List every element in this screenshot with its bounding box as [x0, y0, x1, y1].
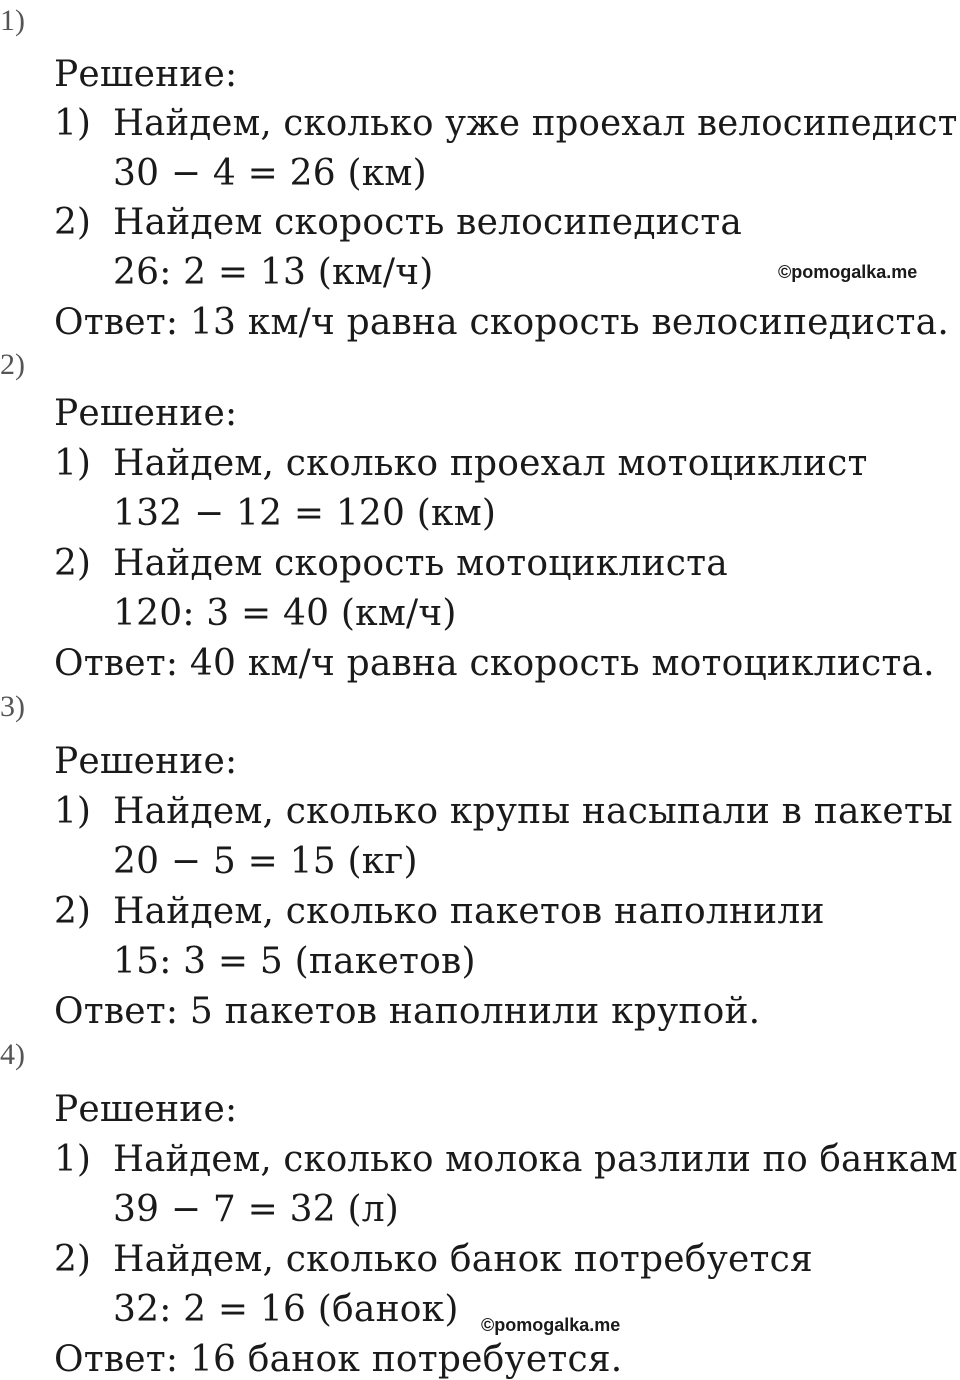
step-calculation: 39 − 7 = 32 (л) — [113, 1189, 400, 1230]
step-number: 1) — [54, 1139, 91, 1180]
step-text: Найдем, сколько банок потребуется — [113, 1239, 813, 1280]
solution-heading: Решение: — [54, 741, 238, 782]
watermark: ©pomogalka.me — [481, 1315, 621, 1335]
problem-number: 1) — [0, 4, 25, 37]
problem-number: 3) — [0, 690, 25, 723]
step-number: 2) — [54, 202, 91, 243]
watermark: ©pomogalka.me — [778, 262, 918, 282]
step-calculation: 15: 3 = 5 (пакетов) — [113, 941, 476, 982]
step-calculation: 32: 2 = 16 (банок) — [113, 1289, 459, 1330]
step-text: Найдем, сколько проехал мотоциклист — [113, 443, 868, 484]
solution-heading: Решение: — [54, 54, 238, 95]
step-calculation: 132 − 12 = 120 (км) — [113, 493, 497, 534]
step-calculation: 20 − 5 = 15 (кг) — [113, 841, 418, 882]
answer-text: Ответ: 5 пакетов наполнили крупой. — [54, 991, 761, 1032]
step-text: Найдем, сколько пакетов наполнили — [113, 891, 825, 932]
solution-heading: Решение: — [54, 393, 238, 434]
step-number: 1) — [54, 443, 91, 484]
answer-text: Ответ: 13 км/ч равна скорость велосипедиста. — [54, 302, 949, 343]
problem-number: 2) — [0, 348, 25, 381]
step-calculation: 30 − 4 = 26 (км) — [113, 153, 427, 194]
answer-text: Ответ: 40 км/ч равна скорость мотоциклиста. — [54, 643, 935, 684]
step-number: 2) — [54, 891, 91, 932]
step-number: 2) — [54, 543, 91, 584]
step-number: 2) — [54, 1239, 91, 1280]
step-text: Найдем скорость велосипедиста — [113, 202, 743, 243]
problem-number: 4) — [0, 1038, 25, 1071]
step-text: Найдем, сколько уже проехал велосипедист — [113, 103, 958, 144]
answer-text: Ответ: 16 банок потребуется. — [54, 1339, 623, 1380]
step-text: Найдем скорость мотоциклиста — [113, 543, 728, 584]
solution-heading: Решение: — [54, 1089, 238, 1130]
step-calculation: 26: 2 = 13 (км/ч) — [113, 252, 434, 293]
step-text: Найдем, сколько крупы насыпали в пакеты — [113, 791, 953, 832]
step-text: Найдем, сколько молока разлили по банкам — [113, 1139, 958, 1180]
step-number: 1) — [54, 791, 91, 832]
step-number: 1) — [54, 103, 91, 144]
step-calculation: 120: 3 = 40 (км/ч) — [113, 593, 457, 634]
